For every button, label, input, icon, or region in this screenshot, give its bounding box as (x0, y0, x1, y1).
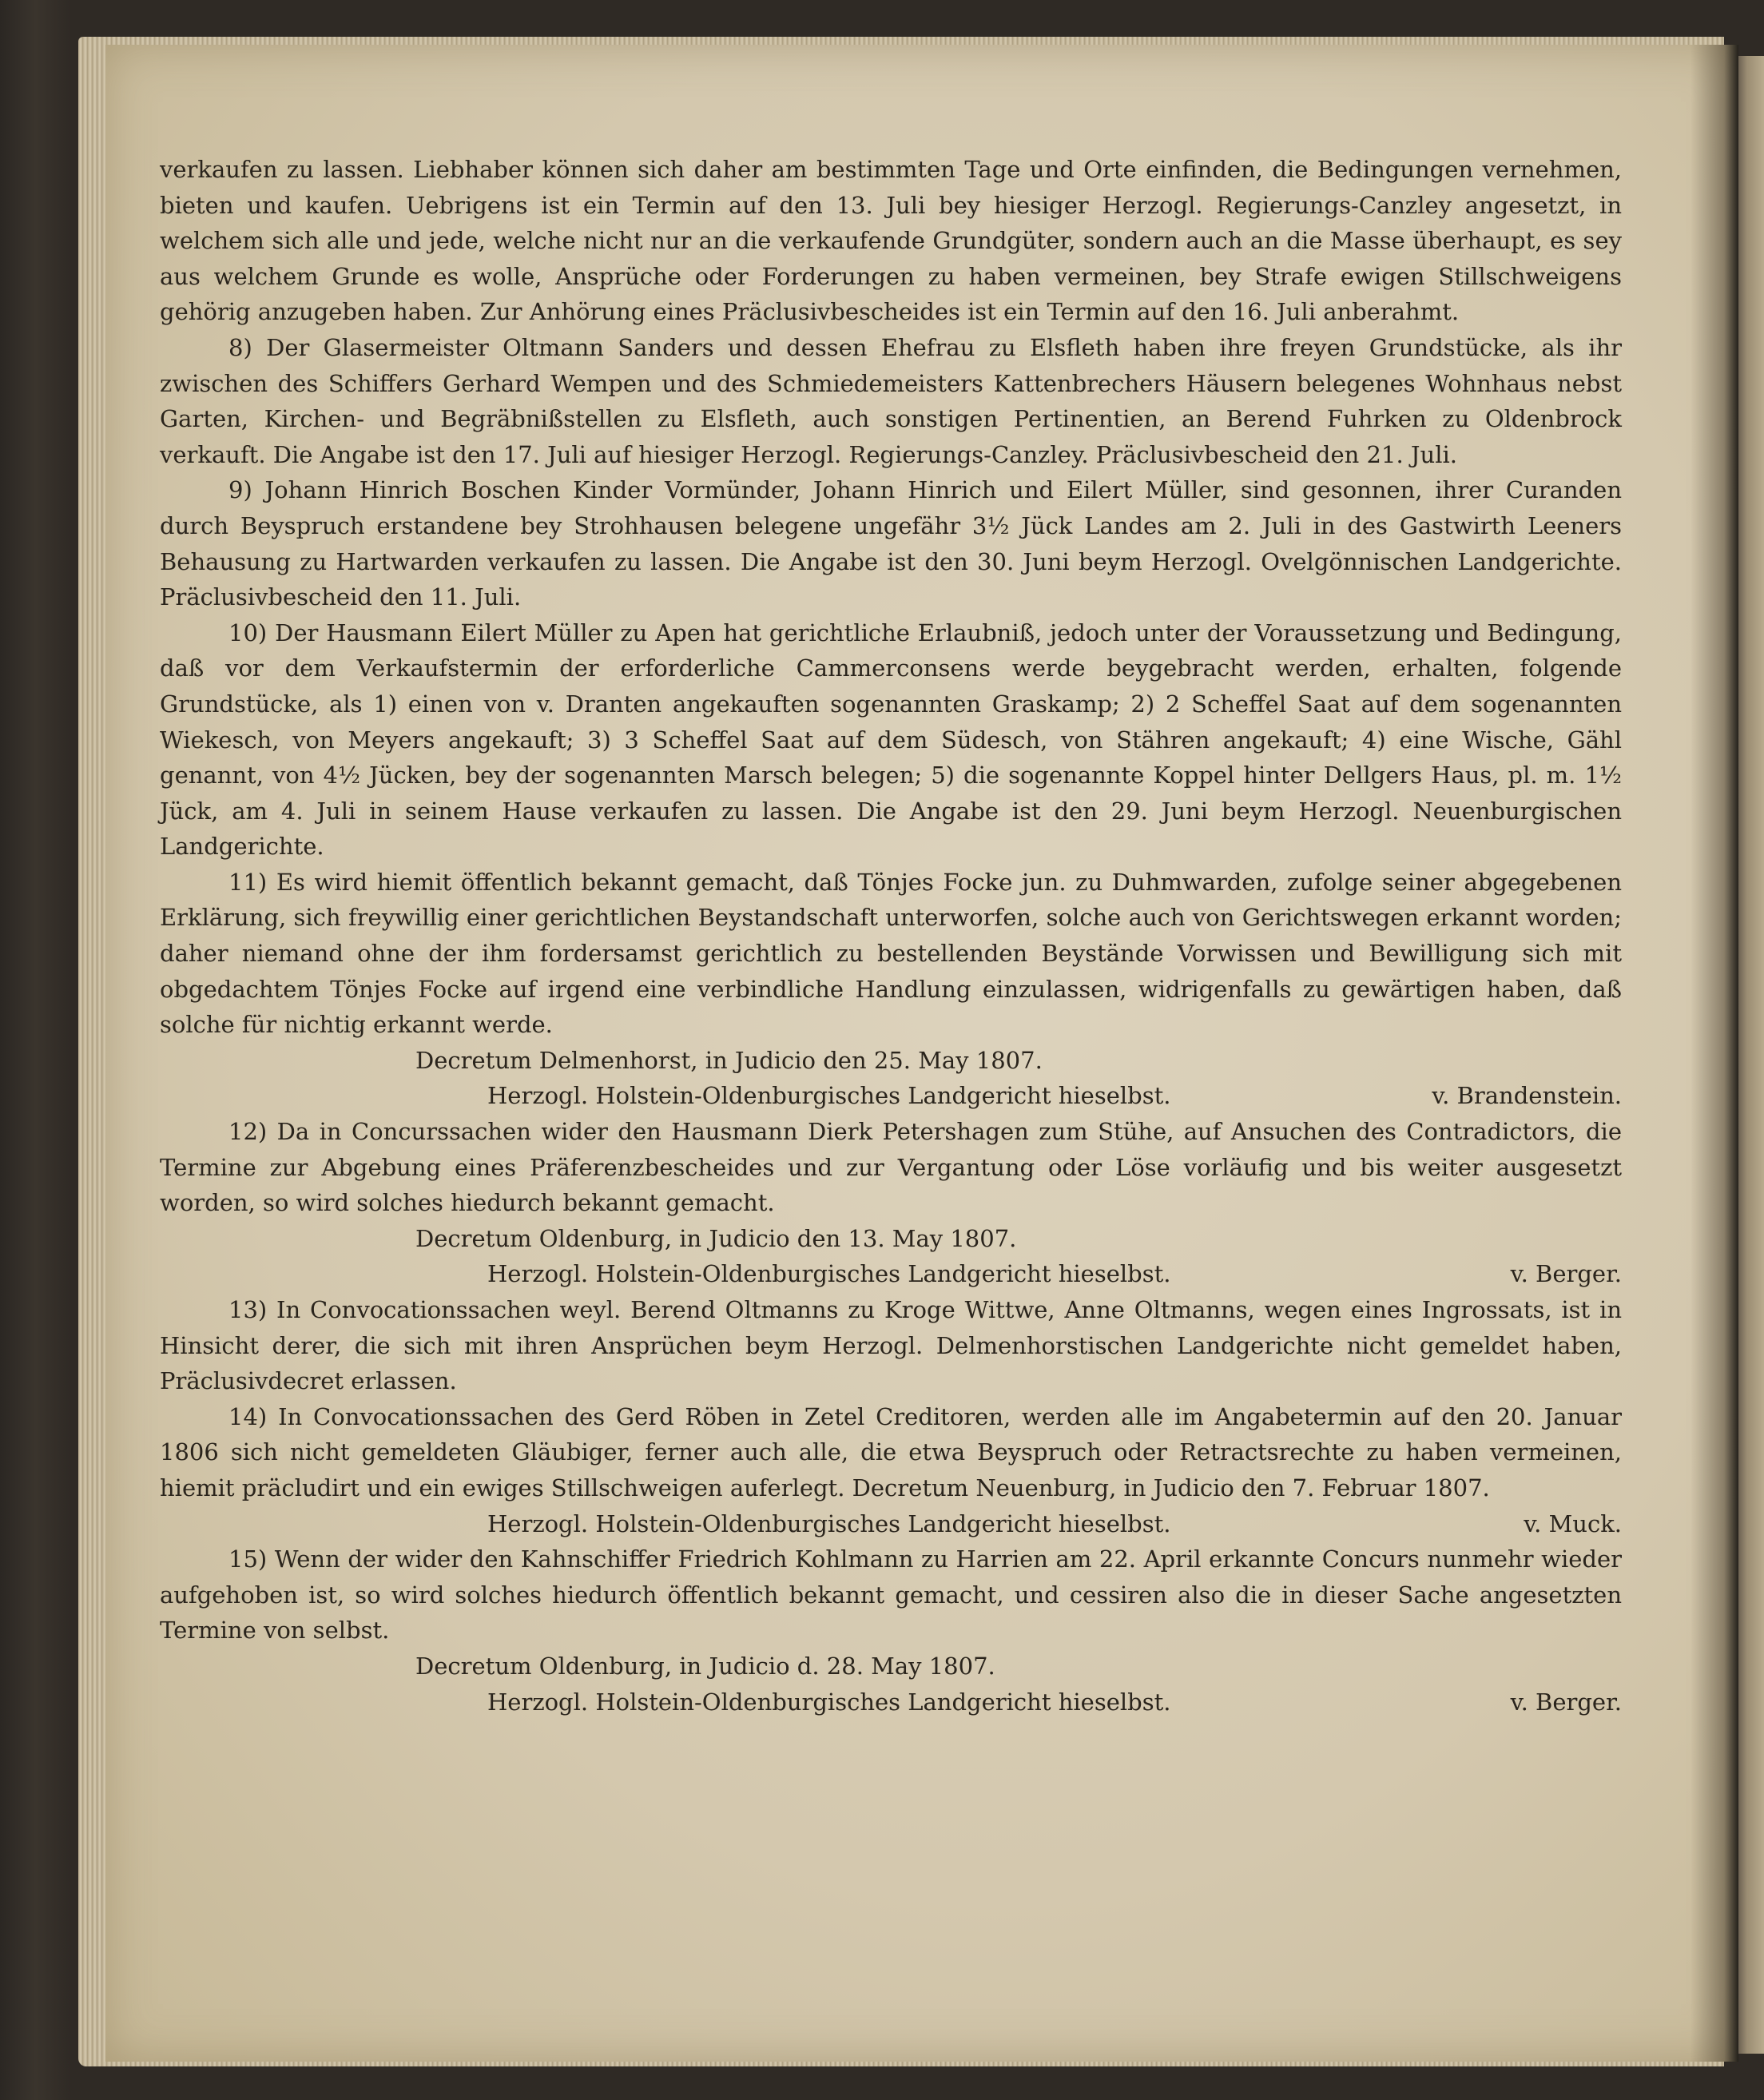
notice-12-decretum: Decretum Oldenburg, in Judicio den 13. May 1807. (415, 1224, 1017, 1252)
notice-12: 12) Da in Concurssachen wider den Hausmann Dierk Petershagen zum Stühe, auf Ansuchen des Contradictors, die Termine zur Abgebung eines Präferenzbescheides und zur Vergantung oder Löse vorläufig und bis weiter ausgesetzt worden, so wird solches hiedurch bekannt gemacht. (160, 1118, 1622, 1217)
signer-name: v. Berger. (1510, 1688, 1622, 1716)
court-name: Herzogl. Holstein-Oldenburgisches Landgericht hieselbst. (487, 1082, 1171, 1110)
notice-15-signature (160, 1684, 1622, 1720)
signer-name: v. Muck. (1524, 1509, 1622, 1537)
signer-name: v. Brandenstein. (1432, 1082, 1622, 1110)
binding-gutter-shadow (1690, 45, 1738, 2062)
signer-name: v. Berger. (1510, 1260, 1622, 1288)
notice-14: 14) In Convocationssachen des Gerd Röben in Zetel Creditoren, werden alle im Angabetermin auf den 20. Januar 1806 sich nicht gemeldeten Gläubiger, ferner auch alle, die etwa Beyspruch oder Retractsrechte zu haben vermeinen, hiemit präcludirt und ein ewiges Stillschweigen auferlegt. Decretum Neuenburg, in Judicio den 7. Februar 1807. (160, 1402, 1622, 1501)
intro-paragraph: verkaufen zu lassen. Liebhaber können sich daher am bestimmten Tage und Orte einfinden, die Bedingungen vernehmen, bieten und kaufen. Uebrigens ist ein Termin auf den 13. Juli bey hiesiger Herzogl. Regierungs-Canzley angesetzt, in welchem sich alle und jede, welche nicht nur an die verkaufende Grundgüter, sondern auch an die Masse überhaupt, es sey aus welchem Grunde es wolle, Ansprüche oder Forderungen zu haben vermeinen, bey Strafe ewigen Stillschweigens gehörig anzugeben haben. Zur Anhörung eines Präclusivbescheides ist ein Termin auf den 16. Juli anberahmt. (160, 156, 1622, 326)
notice-11: 11) Es wird hiemit öffentlich bekannt gemacht, daß Tönjes Focke jun. zu Duhmwarden, zufolge seiner abgegebenen Erklärung, sich freywillig einer gerichtlichen Beystandschaft unterworfen, solche auch von Gerichtswegen erkannt worden; daher niemand ohne der ihm fordersamst gerichtlich zu bestellenden Beystände Vorwissen und Bewilligung sich mit obgedachtem Tönjes Focke auf irgend eine verbindliche Handlung einzulassen, widrigenfalls zu gewärtigen haben, daß solche für nichtig erkannt werde. (160, 868, 1622, 1039)
court-name: Herzogl. Holstein-Oldenburgisches Landgericht hieselbst. (487, 1688, 1171, 1716)
court-name: Herzogl. Holstein-Oldenburgisches Landgericht hieselbst. (487, 1260, 1171, 1288)
notice-9: 9) Johann Hinrich Boschen Kinder Vormünder, Johann Hinrich und Eilert Müller, sind gesonnen, ihrer Curanden durch Beyspruch erstandene bey Strohhausen belegene ungefähr 3½ Jück Landes am 2. Juli in des Gastwirth Leeners Behausung zu Hartwarden verkaufen zu lassen. Die Angabe ist den 30. Juni beym Herzogl. Ovelgönnischen Landgerichte. Präclusivbescheid den 11. Juli. (160, 476, 1622, 611)
notice-13: 13) In Convocationssachen weyl. Berend Oltmanns zu Kroge Wittwe, Anne Oltmanns, wegen eines Ingrossats, ist in Hinsicht derer, die sich mit ihren Ansprüchen beym Herzogl. Delmenhorstischen Landgerichte nicht gemeldet haben, Präclusivdecret erlassen. (160, 1296, 1622, 1395)
notice-15: 15) Wenn der wider den Kahnschiffer Friedrich Kohlmann zu Harrien am 22. April erkannte Concurs nunmehr wieder aufgehoben ist, so wird solches hiedurch öffentlich bekannt gemacht, und cessiren also die in dieser Sache angesetzten Termine von selbst. (160, 1545, 1622, 1645)
notice-10: 10) Der Hausmann Eilert Müller zu Apen hat gerichtliche Erlaubniß, jedoch unter der Voraussetzung und Bedingung, daß vor dem Verkaufstermin der erforderliche Cammerconsens werde beygebracht werden, erhalten, folgende Grundstücke, als 1) einen von v. Dranten angekauften sogenannten Graskamp; 2) 2 Scheffel Saat auf dem sogenannten Wiekesch, von Meyers angekauft; 3) 3 Scheffel Saat auf dem Südesch, von Stähren angekauft; 4) eine Wische, Gähl genannt, von 4½ Jücken, bey der sogenannten Marsch belegen; 5) die sogenannte Koppel hinter Dellgers Haus, pl. m. 1½ Jück, am 4. Juli in seinem Hause verkaufen zu lassen. Die Angabe ist den 29. Juni beym Herzogl. Neuenburgischen Landgerichte. (160, 618, 1622, 861)
notice-14-signature (160, 1506, 1622, 1542)
notice-15-decretum: Decretum Oldenburg, in Judicio d. 28. May 1807. (415, 1652, 995, 1680)
notice-11-signature (160, 1078, 1622, 1114)
court-name: Herzogl. Holstein-Oldenburgisches Landgericht hieselbst. (487, 1509, 1171, 1537)
notice-8: 8) Der Glasermeister Oltmann Sanders und dessen Ehefrau zu Elsfleth haben ihre freyen Grundstücke, als ihr zwischen des Schiffers Gerhard Wempen und des Schmiedemeisters Kattenbrechers Häusern belegenes Wohnhaus nebst Garten, Kirchen- und Begräbnißstellen zu Elsfleth, auch sonstigen Pertinentien, an Berend Fuhrken zu Oldenbrock verkauft. Die Angabe ist den 17. Juli auf hiesiger Herzogl. Regierungs-Canzley. Präclusivbescheid den 21. Juli. (160, 333, 1622, 468)
page-text (160, 152, 1622, 1720)
notice-11-decretum: Decretum Delmenhorst, in Judicio den 25. May 1807. (415, 1046, 1043, 1074)
notice-12-signature (160, 1256, 1622, 1292)
facing-page-edge (1735, 56, 1764, 2054)
